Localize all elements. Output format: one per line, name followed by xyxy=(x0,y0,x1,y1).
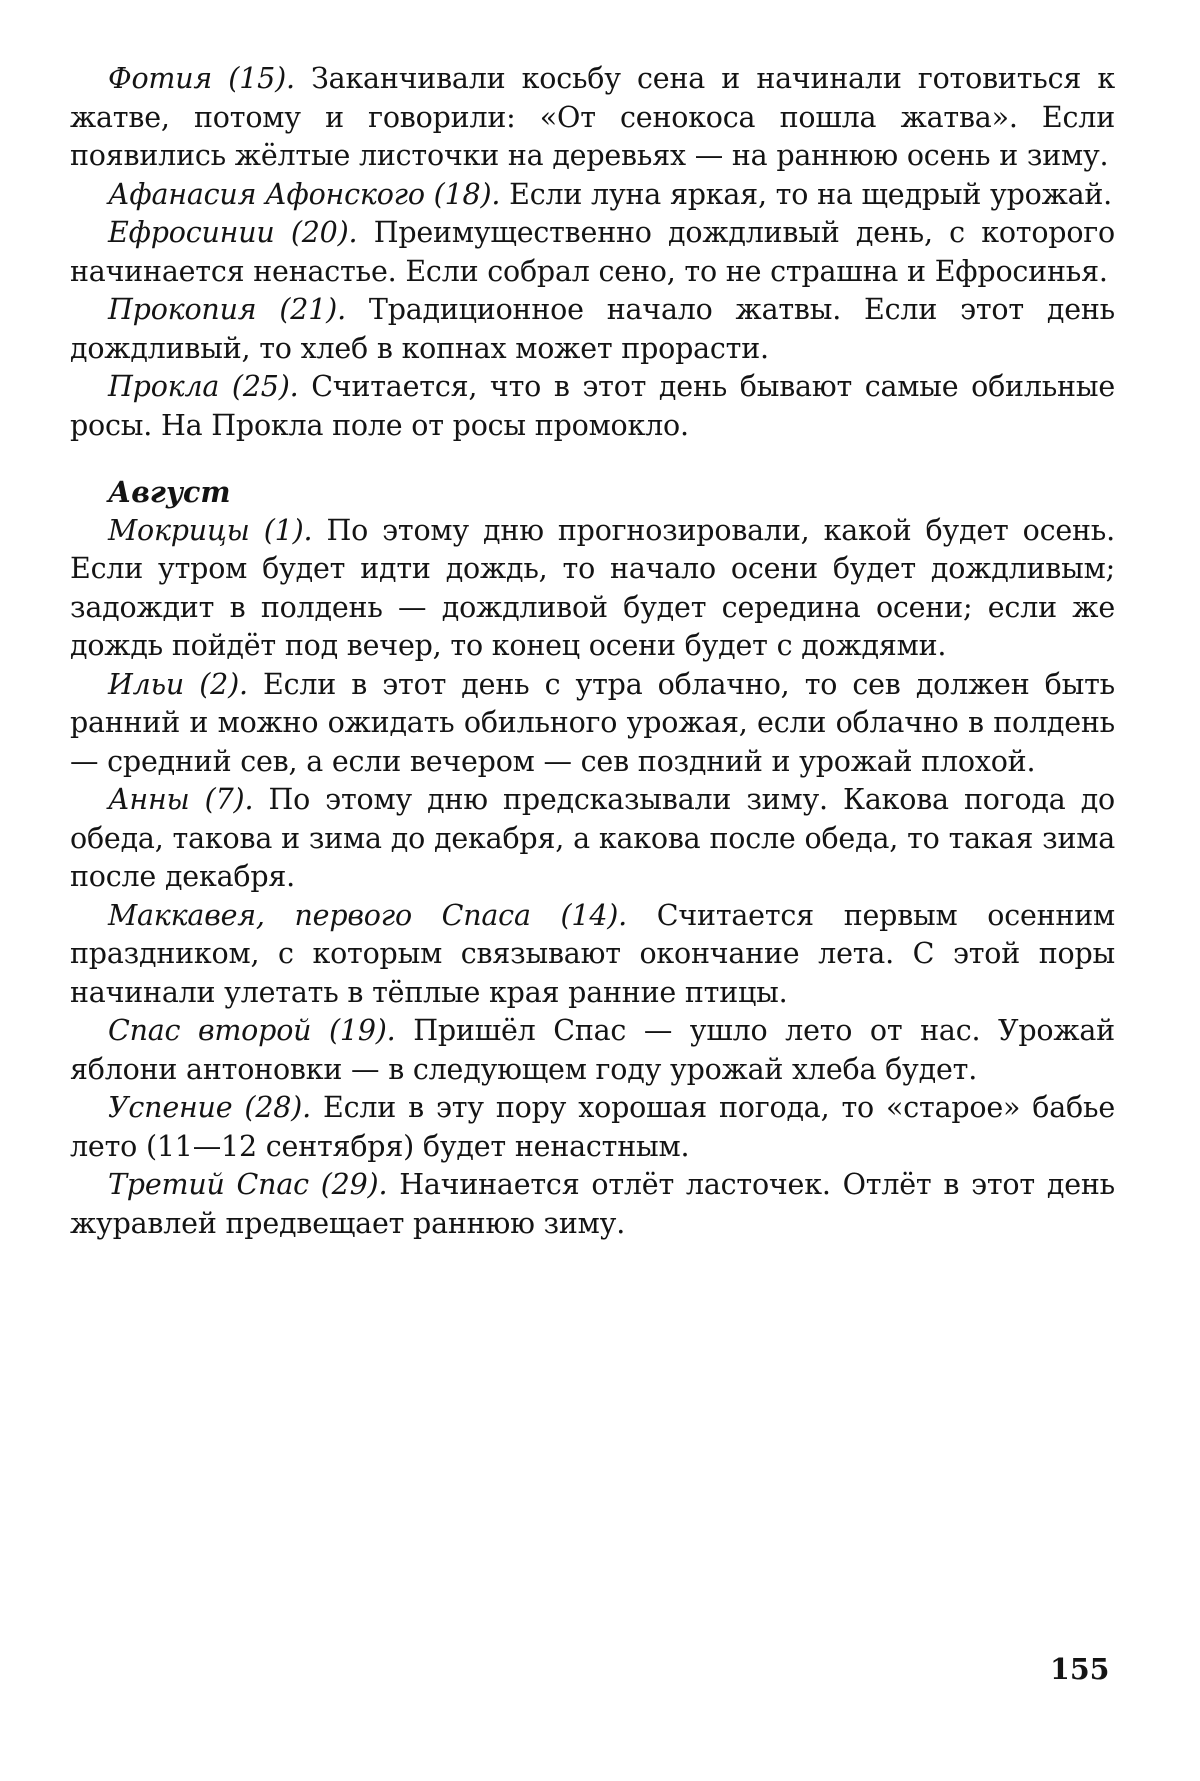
entry-name: Успение (28). xyxy=(108,1091,311,1124)
entry-ilyi xyxy=(70,666,1115,782)
entry-text: Считается, что в этот день бывают самые обильные росы. На Прокла поле от росы промокло. xyxy=(70,370,1115,442)
entry-prokopiya xyxy=(70,291,1115,368)
entry-name: Анны (7). xyxy=(108,783,254,816)
entry-text: По этому дню предсказывали зиму. Какова погода до обеда, такова и зима до декабря, а какова после обеда, то такая зима после декабря. xyxy=(70,783,1115,893)
entry-text: Считается первым осенним праздником, с которым связывают окончание лета. С этой поры начинали улетать в тёплые края ранние птицы. xyxy=(70,898,1115,1009)
entry-uspenie xyxy=(70,1089,1115,1166)
entry-efrosinii xyxy=(70,214,1115,291)
entry-name: Афанасия Афонского (18). xyxy=(108,177,501,211)
entry-name: Спас второй (19). xyxy=(108,1014,396,1047)
entry-name: Ефросинии (20). xyxy=(108,216,358,249)
entry-name: Прокла (25). xyxy=(108,370,299,403)
entry-name: Прокопия (21). xyxy=(108,293,346,326)
entry-text: По этому дню прогнозировали, какой будет осень. Если утром будет идти дождь, то начало осени будет дождливым; задождит в полдень — дождливой будет середина осени; если же дождь пойдёт под вечер, то конец осени будет с дождями. xyxy=(70,513,1115,662)
entry-text: Если в этот день с утра облачно, то сев должен быть ранний и можно ожидать обильного урожая, если облачно в полдень — средний сев, а если вечером — сев поздний и урожай плохой. xyxy=(70,667,1115,778)
entry-fotiya xyxy=(70,60,1115,176)
entry-name: Третий Спас (29). xyxy=(108,1168,388,1201)
entry-name: Ильи (2). xyxy=(108,667,248,701)
entry-spas-vtoroy xyxy=(70,1012,1115,1089)
entry-tretiy-spas xyxy=(70,1166,1115,1243)
entry-prokla xyxy=(70,368,1115,445)
entry-afanasiya xyxy=(70,176,1115,215)
entry-name: Мокрицы (1). xyxy=(108,513,313,547)
entry-text: Преимущественно дождливый день, с которого начинается ненастье. Если собрал сено, то не страшна и Ефросинья. xyxy=(70,216,1115,288)
entry-text: Традиционное начало жатвы. Если этот день дождливый, то хлеб в копнах может прорасти. xyxy=(70,293,1115,365)
entry-text: Если в эту пору хорошая погода, то «старое» бабье лето (11—12 сентября) будет ненастным. xyxy=(70,1091,1115,1163)
month-heading: Август xyxy=(108,475,231,509)
entry-text: Пришёл Спас — ушло лето от нас. Урожай яблони антоновки — в следующем году урожай хлеба будет. xyxy=(70,1014,1115,1086)
entry-text: Заканчивали косьбу сена и начинали готовиться к жатве, потому и говорили: «От сенокоса пошла жатва». Если появились жёлтые листочки на деревьях — на раннюю осень и зиму. xyxy=(70,62,1115,172)
entry-text: Начинается отлёт ласточек. Отлёт в этот день журавлей предвещает раннюю зиму. xyxy=(70,1168,1115,1240)
entry-makkaveya xyxy=(70,897,1115,1013)
entry-name: Маккавея, первого Спаса (14). xyxy=(108,898,628,932)
page-number: 155 xyxy=(1050,1652,1110,1686)
entry-anny xyxy=(70,781,1115,897)
page-body xyxy=(70,60,1115,1243)
entry-mokritsy xyxy=(70,512,1115,666)
entry-name: Фотия (15). xyxy=(108,62,295,95)
entry-text: Если луна яркая, то на щедрый урожай. xyxy=(500,177,1113,211)
